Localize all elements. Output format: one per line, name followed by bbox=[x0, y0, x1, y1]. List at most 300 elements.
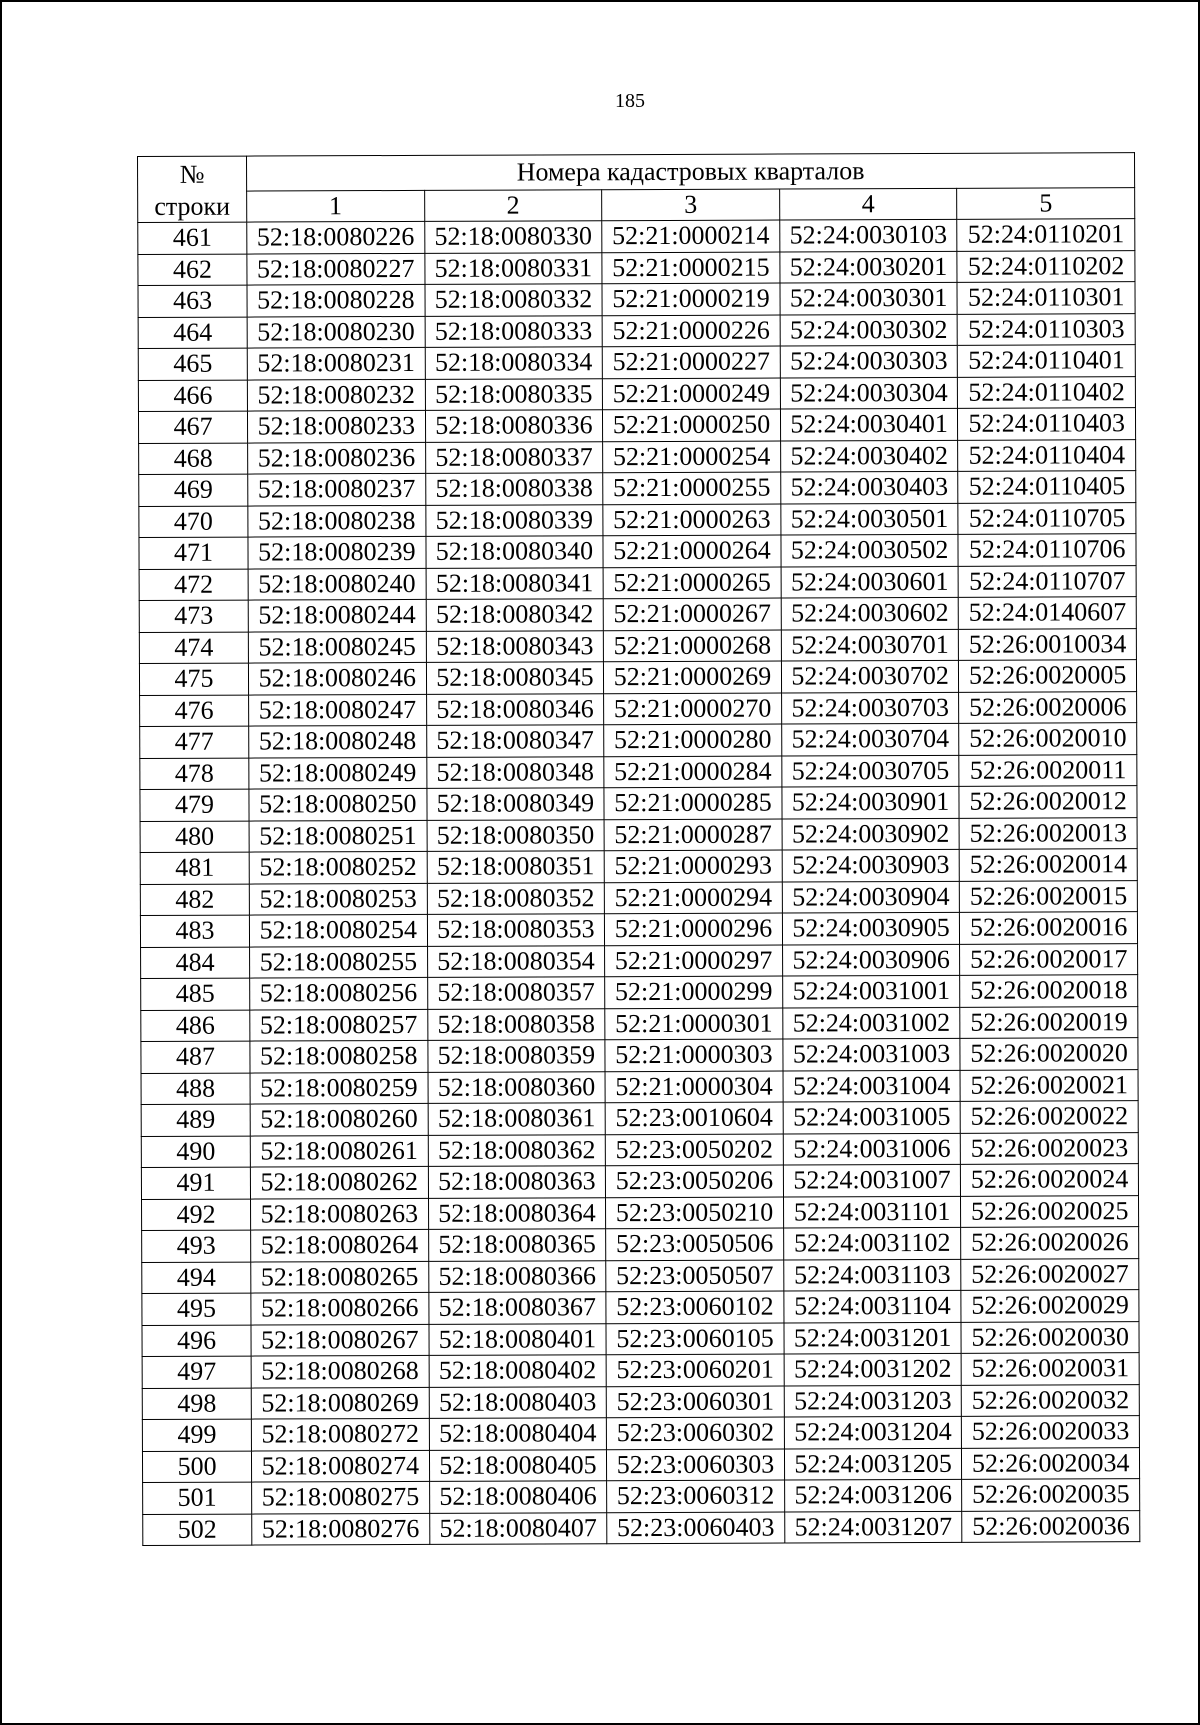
cadastral-number-cell: 52:24:0110301 bbox=[957, 282, 1135, 314]
cadastral-number-cell: 52:24:0030103 bbox=[780, 219, 958, 251]
cadastral-number-cell: 52:21:0000214 bbox=[602, 220, 780, 252]
cadastral-number-cell: 52:24:0031005 bbox=[783, 1101, 961, 1133]
row-number-cell: 469 bbox=[139, 474, 248, 506]
cadastral-number-cell: 52:24:0031204 bbox=[784, 1416, 962, 1448]
cadastral-number-cell: 52:24:0030403 bbox=[780, 471, 958, 503]
cadastral-number-cell: 52:18:0080352 bbox=[427, 882, 605, 914]
cadastral-number-cell: 52:21:0000250 bbox=[603, 409, 781, 441]
cadastral-number-cell: 52:24:0110401 bbox=[958, 345, 1136, 377]
cadastral-number-cell: 52:24:0031006 bbox=[783, 1133, 961, 1165]
cadastral-number-cell: 52:24:0030201 bbox=[780, 251, 958, 283]
cadastral-number-cell: 52:24:0031102 bbox=[783, 1227, 961, 1259]
table-row bbox=[142, 1447, 1139, 1482]
row-number-cell: 482 bbox=[140, 884, 249, 916]
cadastral-number-cell: 52:26:0020034 bbox=[962, 1447, 1140, 1479]
cadastral-number-cell: 52:18:0080231 bbox=[247, 347, 425, 379]
cadastral-number-cell: 52:24:0030304 bbox=[780, 377, 958, 409]
cadastral-number-cell: 52:24:0031205 bbox=[784, 1448, 962, 1480]
cadastral-number-cell: 52:23:0060201 bbox=[606, 1354, 784, 1386]
cadastral-number-cell: 52:18:0080341 bbox=[426, 567, 604, 599]
row-number-cell: 474 bbox=[139, 632, 248, 664]
row-number-cell: 489 bbox=[141, 1104, 250, 1136]
cadastral-number-cell: 52:24:0030701 bbox=[781, 629, 959, 661]
cadastral-number-cell: 52:24:0030903 bbox=[782, 849, 960, 881]
cadastral-number-cell: 52:24:0030402 bbox=[780, 440, 958, 472]
table-row bbox=[140, 786, 1137, 821]
cadastral-number-cell: 52:23:0050202 bbox=[605, 1134, 783, 1166]
table-row bbox=[141, 1164, 1138, 1199]
table-row bbox=[142, 1258, 1139, 1293]
cadastral-number-cell: 52:18:0080250 bbox=[249, 788, 427, 820]
cadastral-number-cell: 52:24:0031207 bbox=[784, 1511, 962, 1543]
row-number-cell: 495 bbox=[142, 1293, 251, 1325]
cadastral-number-cell: 52:18:0080240 bbox=[248, 568, 426, 600]
table-row bbox=[141, 1101, 1138, 1136]
table-row bbox=[143, 1510, 1140, 1545]
table-row bbox=[140, 723, 1137, 758]
row-number-cell: 480 bbox=[140, 821, 249, 853]
table-row bbox=[138, 376, 1135, 411]
row-number-cell: 501 bbox=[143, 1482, 252, 1514]
cadastral-number-cell: 52:18:0080335 bbox=[425, 378, 603, 410]
cadastral-number-cell: 52:21:0000255 bbox=[603, 472, 781, 504]
cadastral-number-cell: 52:23:0060301 bbox=[606, 1386, 784, 1418]
cadastral-number-cell: 52:26:0020017 bbox=[960, 943, 1138, 975]
cadastral-number-cell: 52:21:0000296 bbox=[605, 913, 783, 945]
row-number-cell: 484 bbox=[141, 947, 250, 979]
cadastral-number-cell: 52:23:0060302 bbox=[607, 1417, 785, 1449]
table-row bbox=[139, 597, 1136, 632]
cadastral-number-cell: 52:23:0060312 bbox=[607, 1480, 785, 1512]
cadastral-number-cell: 52:18:0080258 bbox=[250, 1040, 428, 1072]
cadastral-number-cell: 52:24:0030303 bbox=[780, 345, 958, 377]
cadastral-number-cell: 52:18:0080255 bbox=[250, 946, 428, 978]
table-row bbox=[139, 439, 1136, 474]
cadastral-number-cell: 52:18:0080348 bbox=[426, 756, 604, 788]
row-number-cell: 491 bbox=[141, 1167, 250, 1199]
cadastral-number-cell: 52:26:0020022 bbox=[961, 1101, 1139, 1133]
cadastral-number-cell: 52:18:0080260 bbox=[250, 1103, 428, 1135]
cadastral-number-cell: 52:18:0080226 bbox=[247, 221, 425, 253]
cadastral-number-cell: 52:24:0030901 bbox=[782, 786, 960, 818]
cadastral-number-cell: 52:26:0020029 bbox=[961, 1290, 1139, 1322]
cadastral-number-cell: 52:18:0080248 bbox=[249, 725, 427, 757]
table-row bbox=[140, 912, 1137, 947]
cadastral-number-cell: 52:18:0080272 bbox=[251, 1418, 429, 1450]
cadastral-number-cell: 52:24:0110201 bbox=[957, 219, 1135, 251]
cadastral-number-cell: 52:18:0080265 bbox=[251, 1261, 429, 1293]
table-row bbox=[138, 313, 1135, 348]
row-number-cell: 466 bbox=[138, 380, 247, 412]
table-row bbox=[140, 754, 1137, 789]
table-row bbox=[142, 1227, 1139, 1262]
cadastral-number-cell: 52:24:0030902 bbox=[782, 818, 960, 850]
cadastral-number-cell: 52:21:0000284 bbox=[604, 756, 782, 788]
cadastral-number-cell: 52:18:0080406 bbox=[429, 1481, 607, 1513]
cadastral-number-cell: 52:21:0000299 bbox=[605, 976, 783, 1008]
cadastral-number-cell: 52:26:0020030 bbox=[961, 1321, 1139, 1353]
row-number-cell: 493 bbox=[142, 1230, 251, 1262]
cadastral-number-cell: 52:18:0080267 bbox=[251, 1324, 429, 1356]
cadastral-number-cell: 52:18:0080340 bbox=[426, 536, 604, 568]
cadastral-number-cell: 52:18:0080233 bbox=[247, 410, 425, 442]
cadastral-number-cell: 52:18:0080367 bbox=[428, 1292, 606, 1324]
cadastral-number-cell: 52:18:0080236 bbox=[248, 442, 426, 474]
cadastral-number-cell: 52:18:0080239 bbox=[248, 536, 426, 568]
cadastral-number-cell: 52:18:0080336 bbox=[425, 410, 603, 442]
cadastral-number-cell: 52:18:0080266 bbox=[251, 1292, 429, 1324]
cadastral-number-cell: 52:18:0080261 bbox=[250, 1135, 428, 1167]
cadastral-number-cell: 52:18:0080353 bbox=[427, 914, 605, 946]
cadastral-number-cell: 52:24:0030904 bbox=[782, 881, 960, 913]
cadastral-number-cell: 52:21:0000263 bbox=[603, 504, 781, 536]
cadastral-number-cell: 52:21:0000280 bbox=[604, 724, 782, 756]
cadastral-number-cell: 52:24:0110402 bbox=[958, 376, 1136, 408]
cadastral-number-cell: 52:18:0080350 bbox=[427, 819, 605, 851]
cadastral-number-cell: 52:18:0080351 bbox=[427, 851, 605, 883]
row-number-cell: 471 bbox=[139, 537, 248, 569]
cadastral-number-cell: 52:24:0140607 bbox=[959, 597, 1137, 629]
cadastral-number-cell: 52:24:0030601 bbox=[781, 566, 959, 598]
table-row bbox=[142, 1290, 1139, 1325]
cadastral-number-cell: 52:23:0050210 bbox=[606, 1197, 784, 1229]
cadastral-number-cell: 52:21:0000297 bbox=[605, 945, 783, 977]
cadastral-number-cell: 52:18:0080262 bbox=[250, 1166, 428, 1198]
row-number-cell: 485 bbox=[141, 978, 250, 1010]
table-row bbox=[139, 565, 1136, 600]
cadastral-number-cell: 52:18:0080269 bbox=[251, 1387, 429, 1419]
cadastral-number-cell: 52:24:0031003 bbox=[783, 1038, 961, 1070]
cadastral-number-cell: 52:24:0031007 bbox=[783, 1164, 961, 1196]
table-row bbox=[138, 282, 1135, 317]
cadastral-number-cell: 52:24:0031203 bbox=[784, 1385, 962, 1417]
cadastral-number-cell: 52:18:0080276 bbox=[252, 1513, 430, 1545]
cadastral-number-cell: 52:26:0020011 bbox=[959, 754, 1137, 786]
table-row bbox=[139, 471, 1136, 506]
cadastral-number-cell: 52:24:0030401 bbox=[780, 408, 958, 440]
row-number-cell: 500 bbox=[142, 1451, 251, 1483]
cadastral-number-cell: 52:18:0080359 bbox=[427, 1040, 605, 1072]
cadastral-number-cell: 52:18:0080354 bbox=[427, 945, 605, 977]
table-row bbox=[141, 1069, 1138, 1104]
row-number-cell: 499 bbox=[142, 1419, 251, 1451]
cadastral-number-cell: 52:26:0020021 bbox=[960, 1069, 1138, 1101]
cadastral-number-cell: 52:23:0060105 bbox=[606, 1323, 784, 1355]
cadastral-number-cell: 52:18:0080338 bbox=[425, 473, 603, 505]
cadastral-number-cell: 52:26:0020015 bbox=[960, 880, 1138, 912]
cadastral-number-cell: 52:24:0110404 bbox=[958, 439, 1136, 471]
row-number-cell: 502 bbox=[143, 1514, 252, 1546]
row-number-cell: 497 bbox=[142, 1356, 251, 1388]
row-number-cell: 464 bbox=[138, 317, 247, 349]
cadastral-number-cell: 52:24:0030703 bbox=[781, 692, 959, 724]
cadastral-number-cell: 52:18:0080331 bbox=[424, 252, 602, 284]
table-row bbox=[139, 502, 1136, 537]
cadastral-number-cell: 52:21:0000254 bbox=[603, 441, 781, 473]
table-row bbox=[142, 1384, 1139, 1419]
cadastral-number-cell: 52:18:0080407 bbox=[429, 1512, 607, 1544]
cadastral-number-cell: 52:21:0000268 bbox=[604, 630, 782, 662]
row-number-cell: 478 bbox=[140, 758, 249, 790]
cadastral-number-cell: 52:23:0060102 bbox=[606, 1291, 784, 1323]
cadastral-number-cell: 52:18:0080405 bbox=[429, 1449, 607, 1481]
cadastral-number-cell: 52:18:0080363 bbox=[428, 1166, 606, 1198]
cadastral-number-cell: 52:23:0010604 bbox=[605, 1102, 783, 1134]
cadastral-number-cell: 52:21:0000269 bbox=[604, 661, 782, 693]
cadastral-number-cell: 52:26:0020035 bbox=[962, 1479, 1140, 1511]
cadastral-number-cell: 52:26:0020026 bbox=[961, 1227, 1139, 1259]
cadastral-number-cell: 52:18:0080346 bbox=[426, 693, 604, 725]
cadastral-number-cell: 52:24:0030302 bbox=[780, 314, 958, 346]
cadastral-number-cell: 52:18:0080249 bbox=[249, 757, 427, 789]
cadastral-number-cell: 52:24:0110303 bbox=[957, 313, 1135, 345]
column-header: 1 bbox=[247, 190, 425, 222]
cadastral-number-cell: 52:18:0080339 bbox=[425, 504, 603, 536]
cadastral-number-cell: 52:18:0080259 bbox=[250, 1072, 428, 1104]
cadastral-number-cell: 52:18:0080232 bbox=[247, 379, 425, 411]
cadastral-number-cell: 52:26:0020027 bbox=[961, 1258, 1139, 1290]
table-row bbox=[143, 1479, 1140, 1514]
cadastral-number-cell: 52:21:0000304 bbox=[605, 1071, 783, 1103]
cadastral-number-cell: 52:26:0020016 bbox=[960, 912, 1138, 944]
cadastral-number-cell: 52:24:0110405 bbox=[958, 471, 1136, 503]
cadastral-number-cell: 52:24:0110403 bbox=[958, 408, 1136, 440]
table-row bbox=[139, 660, 1136, 695]
cadastral-number-cell: 52:21:0000264 bbox=[603, 535, 781, 567]
column-header: 3 bbox=[602, 189, 780, 221]
cadastral-number-cell: 52:26:0020013 bbox=[959, 817, 1137, 849]
table-row bbox=[139, 534, 1136, 569]
cadastral-number-cell: 52:21:0000267 bbox=[603, 598, 781, 630]
cadastral-number-cell: 52:18:0080257 bbox=[250, 1009, 428, 1041]
row-number-header-symbol: № bbox=[179, 159, 205, 189]
cadastral-number-cell: 52:24:0030906 bbox=[782, 944, 960, 976]
cadastral-number-cell: 52:18:0080268 bbox=[251, 1355, 429, 1387]
row-number-cell: 463 bbox=[138, 285, 247, 317]
cadastral-number-cell: 52:21:0000285 bbox=[604, 787, 782, 819]
cadastral-number-cell: 52:18:0080361 bbox=[428, 1103, 606, 1135]
cadastral-number-cell: 52:26:0020024 bbox=[961, 1164, 1139, 1196]
cadastral-number-cell: 52:26:0010034 bbox=[959, 628, 1137, 660]
cadastral-number-cell: 52:18:0080244 bbox=[248, 599, 426, 631]
cadastral-number-cell: 52:24:0110707 bbox=[958, 565, 1136, 597]
cadastral-number-cell: 52:18:0080402 bbox=[429, 1355, 607, 1387]
cadastral-number-cell: 52:24:0030301 bbox=[780, 282, 958, 314]
cadastral-number-cell: 52:24:0031104 bbox=[784, 1290, 962, 1322]
cadastral-number-cell: 52:18:0080358 bbox=[427, 1008, 605, 1040]
row-number-header bbox=[138, 156, 247, 222]
cadastral-number-cell: 52:18:0080238 bbox=[248, 505, 426, 537]
column-header: 2 bbox=[424, 190, 602, 222]
cadastral-number-cell: 52:24:0030502 bbox=[781, 534, 959, 566]
cadastral-number-cell: 52:26:0020006 bbox=[959, 691, 1137, 723]
page-number: 185 bbox=[615, 90, 645, 112]
cadastral-number-cell: 52:21:0000293 bbox=[604, 850, 782, 882]
table-row bbox=[140, 880, 1137, 915]
cadastral-number-cell: 52:18:0080362 bbox=[428, 1134, 606, 1166]
cadastral-number-cell: 52:26:0020014 bbox=[960, 849, 1138, 881]
cadastral-number-cell: 52:18:0080345 bbox=[426, 662, 604, 694]
row-number-cell: 488 bbox=[141, 1073, 250, 1105]
cadastral-number-cell: 52:18:0080349 bbox=[427, 788, 605, 820]
table-row bbox=[142, 1195, 1139, 1230]
cadastral-number-cell: 52:18:0080228 bbox=[247, 284, 425, 316]
cadastral-number-cell: 52:26:0020020 bbox=[960, 1038, 1138, 1070]
table-body bbox=[138, 219, 1140, 1546]
cadastral-number-cell: 52:18:0080330 bbox=[424, 221, 602, 253]
row-number-cell: 477 bbox=[140, 726, 249, 758]
cadastral-number-cell: 52:21:0000249 bbox=[603, 378, 781, 410]
table-row bbox=[140, 849, 1137, 884]
cadastral-number-cell: 52:18:0080366 bbox=[428, 1260, 606, 1292]
cadastral-number-cell: 52:24:0030704 bbox=[781, 723, 959, 755]
row-number-cell: 483 bbox=[140, 915, 249, 947]
cadastral-number-cell: 52:26:0020012 bbox=[959, 786, 1137, 818]
column-header: 5 bbox=[957, 188, 1135, 220]
cadastral-number-cell: 52:26:0020036 bbox=[962, 1510, 1140, 1542]
cadastral-number-cell: 52:18:0080247 bbox=[249, 694, 427, 726]
cadastral-number-cell: 52:18:0080404 bbox=[429, 1418, 607, 1450]
cadastral-number-cell: 52:18:0080333 bbox=[425, 315, 603, 347]
cadastral-table bbox=[137, 152, 1140, 1546]
cadastral-number-cell: 52:18:0080263 bbox=[251, 1198, 429, 1230]
table-row bbox=[139, 628, 1136, 663]
cadastral-number-cell: 52:24:0030501 bbox=[781, 503, 959, 535]
cadastral-number-cell: 52:21:0000301 bbox=[605, 1008, 783, 1040]
row-number-cell: 492 bbox=[142, 1199, 251, 1231]
cadastral-number-cell: 52:18:0080252 bbox=[249, 851, 427, 883]
table-row bbox=[141, 1006, 1138, 1041]
cadastral-number-cell: 52:26:0020031 bbox=[961, 1353, 1139, 1385]
cadastral-number-cell: 52:18:0080334 bbox=[425, 347, 603, 379]
cadastral-number-cell: 52:24:0031103 bbox=[784, 1259, 962, 1291]
cadastral-number-cell: 52:18:0080401 bbox=[429, 1323, 607, 1355]
cadastral-number-cell: 52:18:0080246 bbox=[248, 662, 426, 694]
cadastral-number-cell: 52:26:0020005 bbox=[959, 660, 1137, 692]
cadastral-number-cell: 52:24:0110202 bbox=[957, 250, 1135, 282]
row-number-cell: 498 bbox=[142, 1388, 251, 1420]
table-row bbox=[141, 943, 1138, 978]
row-number-cell: 462 bbox=[138, 254, 247, 286]
cadastral-number-cell: 52:18:0080254 bbox=[249, 914, 427, 946]
cadastral-number-cell: 52:21:0000227 bbox=[602, 346, 780, 378]
cadastral-number-cell: 52:18:0080256 bbox=[250, 977, 428, 1009]
table-row bbox=[140, 817, 1137, 852]
cadastral-number-cell: 52:18:0080332 bbox=[425, 284, 603, 316]
cadastral-number-cell: 52:24:0031002 bbox=[783, 1007, 961, 1039]
row-number-cell: 481 bbox=[140, 852, 249, 884]
cadastral-number-cell: 52:18:0080403 bbox=[429, 1386, 607, 1418]
cadastral-number-cell: 52:18:0080275 bbox=[252, 1481, 430, 1513]
cadastral-number-cell: 52:18:0080337 bbox=[425, 441, 603, 473]
cadastral-number-cell: 52:18:0080342 bbox=[426, 599, 604, 631]
table-row bbox=[140, 691, 1137, 726]
cadastral-number-cell: 52:24:0031004 bbox=[783, 1070, 961, 1102]
cadastral-number-cell: 52:23:0060403 bbox=[607, 1512, 785, 1544]
cadastral-number-cell: 52:24:0031201 bbox=[784, 1322, 962, 1354]
cadastral-number-cell: 52:23:0050507 bbox=[606, 1260, 784, 1292]
cadastral-number-cell: 52:24:0031202 bbox=[784, 1353, 962, 1385]
table-row bbox=[138, 345, 1135, 380]
column-header: 4 bbox=[779, 188, 957, 220]
cadastral-number-cell: 52:24:0031101 bbox=[783, 1196, 961, 1228]
cadastral-number-cell: 52:21:0000215 bbox=[602, 252, 780, 284]
cadastral-number-cell: 52:21:0000270 bbox=[604, 693, 782, 725]
table-header-row bbox=[138, 153, 1135, 192]
table-row bbox=[142, 1416, 1139, 1451]
table-row bbox=[138, 408, 1135, 443]
table-row bbox=[138, 250, 1135, 285]
row-number-cell: 475 bbox=[139, 663, 248, 695]
cadastral-number-cell: 52:24:0030705 bbox=[782, 755, 960, 787]
cadastral-number-cell: 52:21:0000226 bbox=[602, 315, 780, 347]
cadastral-number-cell: 52:18:0080360 bbox=[428, 1071, 606, 1103]
row-number-header-label: строки bbox=[154, 191, 231, 221]
cadastral-number-cell: 52:26:0020018 bbox=[960, 975, 1138, 1007]
cadastral-number-cell: 52:24:0031206 bbox=[784, 1479, 962, 1511]
row-number-cell: 468 bbox=[139, 443, 248, 475]
row-number-cell: 476 bbox=[140, 695, 249, 727]
cadastral-number-cell: 52:24:0030602 bbox=[781, 597, 959, 629]
column-number-row bbox=[138, 188, 1135, 223]
table-row bbox=[142, 1321, 1139, 1356]
cadastral-number-cell: 52:18:0080253 bbox=[249, 883, 427, 915]
row-number-cell: 470 bbox=[139, 506, 248, 538]
cadastral-number-cell: 52:18:0080347 bbox=[426, 725, 604, 757]
table-row bbox=[138, 219, 1135, 254]
cadastral-number-cell: 52:18:0080245 bbox=[248, 631, 426, 663]
table-row bbox=[142, 1353, 1139, 1388]
row-number-cell: 496 bbox=[142, 1325, 251, 1357]
cadastral-number-cell: 52:24:0030702 bbox=[781, 660, 959, 692]
row-number-cell: 487 bbox=[141, 1041, 250, 1073]
cadastral-number-cell: 52:18:0080264 bbox=[251, 1229, 429, 1261]
cadastral-number-cell: 52:23:0060303 bbox=[607, 1449, 785, 1481]
cadastral-number-cell: 52:26:0020023 bbox=[961, 1132, 1139, 1164]
row-number-cell: 472 bbox=[139, 569, 248, 601]
cadastral-number-cell: 52:26:0020032 bbox=[962, 1384, 1140, 1416]
table-row bbox=[141, 1038, 1138, 1073]
row-number-cell: 490 bbox=[141, 1136, 250, 1168]
row-number-cell: 473 bbox=[139, 600, 248, 632]
cadastral-number-cell: 52:18:0080357 bbox=[427, 977, 605, 1009]
cadastral-number-cell: 52:18:0080343 bbox=[426, 630, 604, 662]
cadastral-number-cell: 52:18:0080227 bbox=[247, 253, 425, 285]
row-number-cell: 467 bbox=[138, 411, 247, 443]
row-number-cell: 479 bbox=[140, 789, 249, 821]
cadastral-number-cell: 52:24:0110705 bbox=[958, 502, 1136, 534]
group-header: Номера кадастровых кварталов bbox=[247, 153, 1135, 191]
row-number-cell: 494 bbox=[142, 1262, 251, 1294]
cadastral-number-cell: 52:24:0110706 bbox=[958, 534, 1136, 566]
cadastral-number-cell: 52:21:0000219 bbox=[602, 283, 780, 315]
cadastral-number-cell: 52:18:0080230 bbox=[247, 316, 425, 348]
row-number-cell: 465 bbox=[138, 348, 247, 380]
cadastral-number-cell: 52:18:0080274 bbox=[251, 1450, 429, 1482]
cadastral-number-cell: 52:21:0000294 bbox=[604, 882, 782, 914]
cadastral-number-cell: 52:21:0000303 bbox=[605, 1039, 783, 1071]
row-number-cell: 486 bbox=[141, 1010, 250, 1042]
cadastral-number-cell: 52:23:0050206 bbox=[606, 1165, 784, 1197]
cadastral-number-cell: 52:21:0000287 bbox=[604, 819, 782, 851]
cadastral-number-cell: 52:24:0031001 bbox=[782, 975, 960, 1007]
cadastral-number-cell: 52:18:0080364 bbox=[428, 1197, 606, 1229]
table-row bbox=[141, 975, 1138, 1010]
cadastral-number-cell: 52:18:0080251 bbox=[249, 820, 427, 852]
cadastral-number-cell: 52:21:0000265 bbox=[603, 567, 781, 599]
table-row bbox=[141, 1132, 1138, 1167]
cadastral-number-cell: 52:26:0020010 bbox=[959, 723, 1137, 755]
